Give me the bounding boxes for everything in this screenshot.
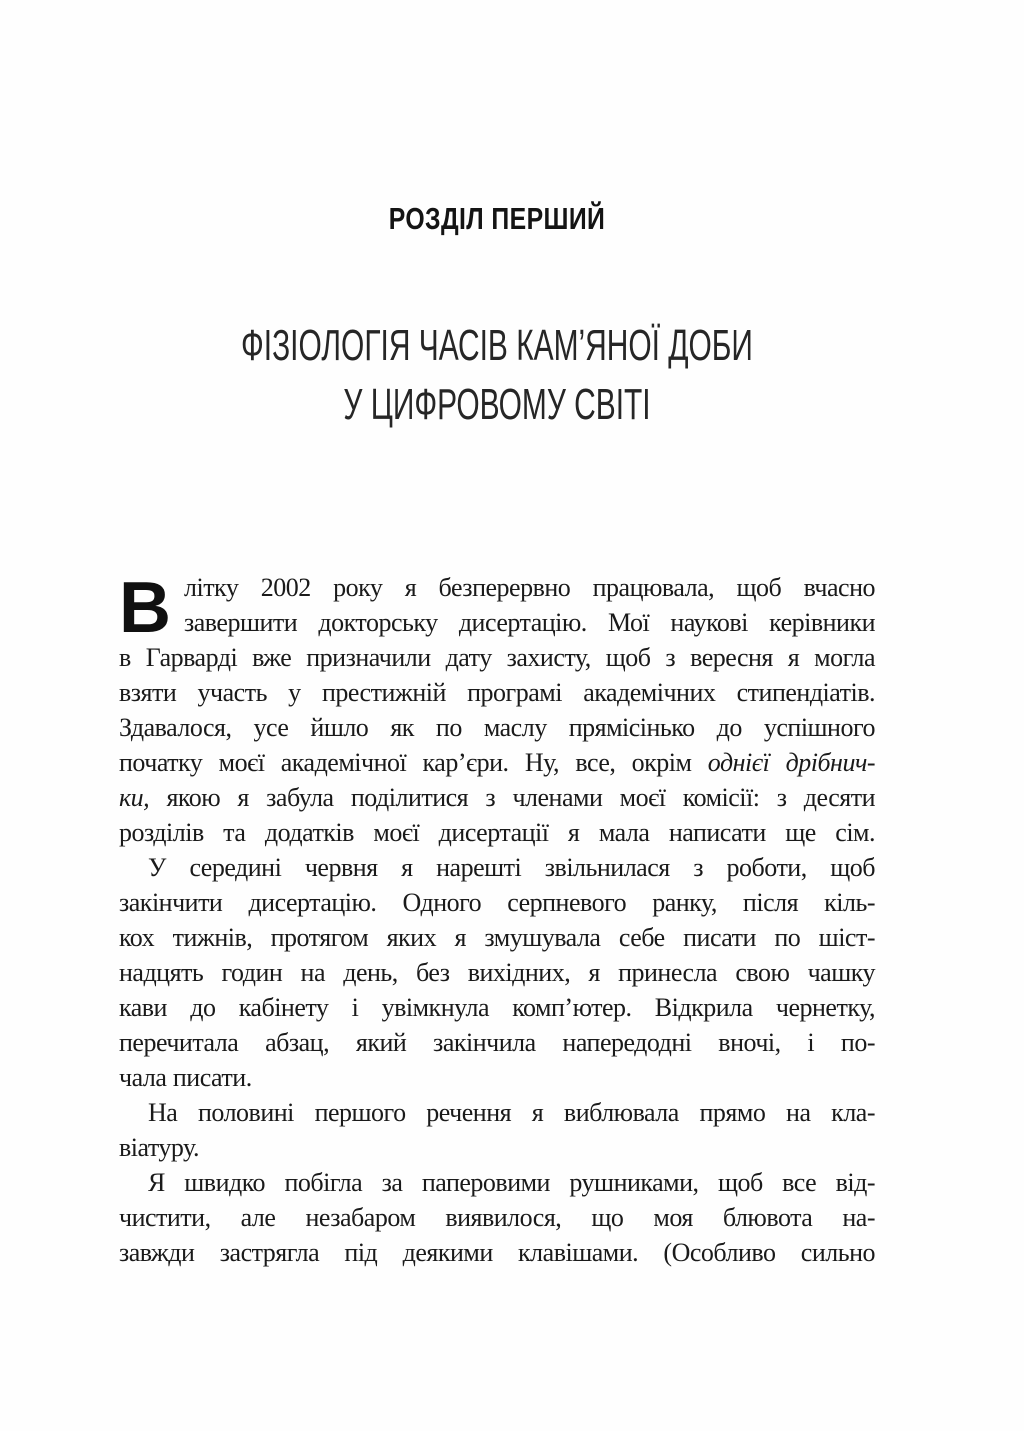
text-segment: кави до кабінету і увімкнула комп’ютер. Відкрила чернетку,	[119, 993, 875, 1022]
text-line	[119, 1095, 875, 1130]
text-segment: чистити, але незабаром виявилося, що моя блювота на-	[119, 1203, 875, 1232]
text-segment: віатуру.	[119, 1133, 199, 1162]
text-segment: кох тижнів, протягом яких я змушувала себе писати по шіст-	[119, 923, 875, 952]
text-segment: перечитала абзац, який закінчила напередодні вночі, і по-	[119, 1028, 875, 1057]
text-segment: надцять годин на день, без вихідних, я принесла свою чашку	[119, 958, 875, 987]
text-segment: На половині першого речення я виблювала прямо на кла-	[148, 1098, 875, 1127]
body-text	[119, 570, 875, 1270]
paragraph	[119, 1095, 875, 1165]
paragraph	[119, 850, 875, 1095]
text-line	[119, 885, 875, 920]
paragraph	[119, 1165, 875, 1270]
text-segment: початку моєї академічної кар’єри. Ну, все, окрім	[119, 748, 708, 777]
text-segment: закінчити дисертацію. Одного серпневого ранку, після кіль-	[119, 888, 875, 917]
italic-text-segment: ки,	[119, 783, 150, 812]
text-line	[119, 745, 875, 780]
drop-cap: В	[119, 568, 171, 648]
text-line	[119, 920, 875, 955]
text-line	[119, 1130, 875, 1165]
text-segment: завершити докторську дисертацію. Мої наукові керівники	[184, 608, 875, 637]
italic-text-segment: однієї дрібнич-	[707, 748, 876, 777]
paragraph	[119, 570, 875, 850]
text-segment: взяти участь у престижній програмі академічних стипендіатів.	[119, 678, 875, 707]
text-segment: Я швидко побігла за паперовими рушниками, щоб все від-	[148, 1168, 875, 1197]
text-segment: Здавалося, усе йшло як по маслу прямісінько до успішного	[119, 713, 875, 742]
text-line	[119, 605, 875, 640]
text-line	[119, 850, 875, 885]
text-line	[119, 1165, 875, 1200]
text-line	[119, 990, 875, 1025]
chapter-title-line-1: ФІЗІОЛОГІЯ ЧАСІВ КАМ’ЯНОЇ ДОБИ	[241, 321, 753, 370]
chapter-title-line-2: У ЦИФРОВОМУ СВІТІ	[343, 380, 651, 429]
text-segment: в Гарварді вже призначили дату захисту, щоб з вересня я могла	[119, 643, 875, 672]
chapter-kicker: РОЗДІЛ ПЕРШИЙ	[388, 201, 606, 236]
text-line	[119, 710, 875, 745]
text-line	[119, 640, 875, 675]
text-segment: літку 2002 року я безперервно працювала, щоб вчасно	[184, 573, 875, 602]
text-line	[119, 1235, 875, 1270]
text-line	[119, 1200, 875, 1235]
text-segment: завжди застрягла під деякими клавішами. (Особливо сильно	[119, 1238, 875, 1267]
chapter-title	[240, 316, 754, 434]
text-line	[119, 675, 875, 710]
text-line	[119, 1025, 875, 1060]
text-line	[119, 780, 875, 815]
text-line	[119, 955, 875, 990]
text-line	[119, 815, 875, 850]
text-line	[119, 570, 875, 605]
text-line	[119, 1060, 875, 1095]
text-segment: якою я забула поділитися з членами моєї комісії: з десяти	[149, 783, 875, 812]
text-segment: розділів та додатків моєї дисертації я мала написати ще сім.	[119, 818, 875, 847]
text-segment: У середині червня я нарешті звільнилася з роботи, щоб	[148, 853, 875, 882]
text-segment: чала писати.	[119, 1063, 252, 1092]
